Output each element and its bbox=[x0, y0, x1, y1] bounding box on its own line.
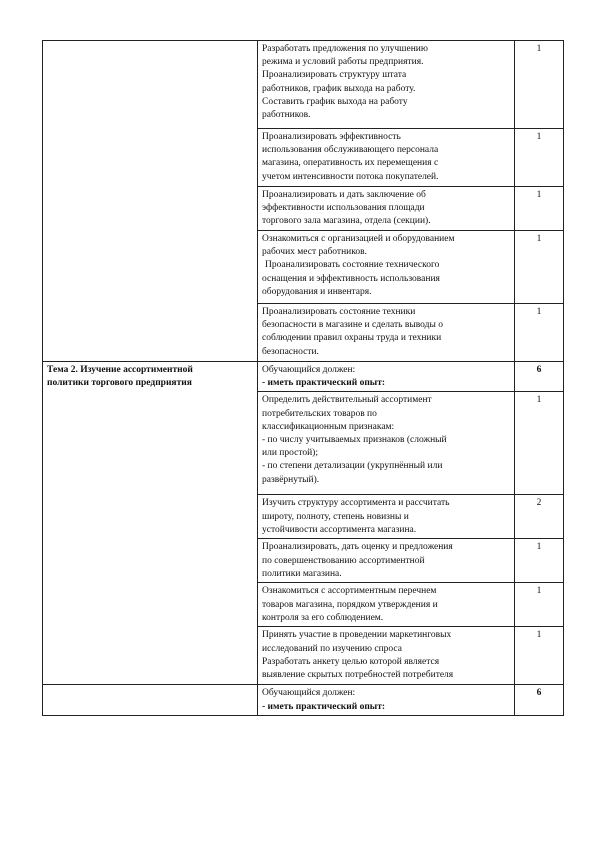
task-text-line: работников, график выхода на работу. bbox=[262, 83, 416, 94]
hours-cell: 1 bbox=[515, 392, 564, 495]
task-text-line: - иметь практический опыт: bbox=[262, 701, 386, 712]
task-text-line: Составить график выхода на работу bbox=[262, 96, 408, 107]
task-cell bbox=[258, 41, 515, 129]
task-text-line: Проанализировать и дать заключение об bbox=[262, 190, 426, 200]
task-text-line: Обучающийся должен: bbox=[262, 688, 356, 699]
task-text-line: по совершенствованию ассортиментной bbox=[262, 555, 425, 566]
task-text-line: исследований по изучению спроса bbox=[262, 643, 402, 654]
task-text-line: широту, полноту, степень новизны и bbox=[262, 511, 409, 522]
topic-cell bbox=[43, 362, 258, 685]
task-cell bbox=[258, 685, 515, 715]
table-row bbox=[43, 41, 564, 129]
task-text-line: оснащения и эффективность использования bbox=[262, 273, 440, 284]
task-text-line: или простой); bbox=[262, 448, 318, 459]
practice-plan-table-body bbox=[43, 41, 564, 716]
task-text-line: безопасности в магазине и сделать выводы о bbox=[262, 320, 443, 331]
task-text-line: Изучить структуру ассортимента и рассчитать bbox=[262, 498, 450, 509]
task-text-line: политики магазина. bbox=[262, 568, 342, 579]
task-text-line: Ознакомиться с ассортиментным перечнем bbox=[262, 586, 437, 597]
hours-cell: 2 bbox=[515, 495, 564, 539]
task-text-line: развёрнутый). bbox=[262, 474, 320, 485]
task-text-line: Обучающийся должен: bbox=[262, 365, 356, 375]
task-cell bbox=[258, 231, 515, 304]
task-cell bbox=[258, 304, 515, 362]
task-text-line: - по степени детализации (укрупнённый или bbox=[262, 461, 443, 472]
task-text-line: классификационным признакам: bbox=[262, 421, 395, 432]
hours-cell: 1 bbox=[515, 583, 564, 627]
task-cell bbox=[258, 187, 515, 231]
hours-cell: 1 bbox=[515, 231, 564, 304]
task-text-line: эффективности использования площади bbox=[262, 203, 425, 214]
task-text-line: Определить действительный ассортимент bbox=[262, 395, 432, 406]
task-cell bbox=[258, 583, 515, 627]
table-row bbox=[43, 685, 564, 715]
task-text-line: режима и условий работы предприятия. bbox=[262, 57, 424, 68]
task-text-line: - по числу учитываемых признаков (сложный bbox=[262, 435, 447, 446]
task-text-line: выявление скрытых потребностей потребителя bbox=[262, 670, 454, 681]
task-text-line: соблюдении правил охраны труда и техники bbox=[262, 333, 442, 344]
topic-cell bbox=[43, 41, 258, 362]
task-text-line: безопасности. bbox=[262, 346, 319, 357]
task-cell bbox=[258, 627, 515, 685]
task-text-line: использования обслуживающего персонала bbox=[262, 145, 439, 156]
task-text-line: контроля за его соблюдением. bbox=[262, 612, 384, 623]
task-text-line: Ознакомиться с организацией и оборудованием bbox=[262, 234, 455, 244]
task-text-line: потребительских товаров по bbox=[262, 408, 377, 419]
topic-title-line: политики торгового предприятия bbox=[47, 378, 192, 389]
practice-plan-table bbox=[42, 40, 564, 716]
task-text-line: Проанализировать эффективность bbox=[262, 132, 401, 142]
hours-cell: 1 bbox=[515, 41, 564, 129]
topic-cell bbox=[43, 685, 258, 715]
task-text-line: Разработать предложения по улучшению bbox=[262, 44, 428, 54]
task-text-line: торгового зала магазина, отдела (секции). bbox=[262, 216, 431, 227]
task-text-line: устойчивости ассортимента магазина. bbox=[262, 524, 417, 535]
hours-cell: 1 bbox=[515, 304, 564, 362]
task-cell bbox=[258, 539, 515, 583]
topic-title-line: Тема 2. Изучение ассортиментной bbox=[47, 365, 193, 375]
task-text-line: Проанализировать структуру штата bbox=[262, 70, 407, 81]
task-text-line: рабочих мест работников. bbox=[262, 247, 367, 258]
hours-cell: 1 bbox=[515, 187, 564, 231]
hours-cell: 6 bbox=[515, 685, 564, 715]
task-text-line: работников. bbox=[262, 110, 311, 121]
hours-cell: 6 bbox=[515, 362, 564, 392]
task-text-line: товаров магазина, порядком утверждения и bbox=[262, 599, 438, 610]
task-text-line: учетом интенсивности потока покупателей. bbox=[262, 171, 439, 182]
task-cell bbox=[258, 129, 515, 187]
task-cell bbox=[258, 362, 515, 392]
task-text-line: Проанализировать, дать оценку и предложения bbox=[262, 542, 453, 553]
task-text-line: Принять участие в проведении маркетинговых bbox=[262, 630, 452, 641]
hours-cell: 1 bbox=[515, 129, 564, 187]
task-text-line: Проанализировать состояние техники bbox=[262, 307, 416, 317]
hours-cell: 1 bbox=[515, 627, 564, 685]
task-cell bbox=[258, 392, 515, 495]
task-text-line: магазина, оперативность их перемещения с bbox=[262, 158, 439, 169]
task-text-line: оборудования и инвентаря. bbox=[262, 286, 372, 297]
task-text-line: Проанализировать состояние технического bbox=[265, 260, 440, 271]
task-text-line: Разработать анкету целью которой является bbox=[262, 656, 440, 667]
hours-cell: 1 bbox=[515, 539, 564, 583]
task-cell bbox=[258, 495, 515, 539]
task-text-line: - иметь практический опыт: bbox=[262, 378, 386, 389]
table-row bbox=[43, 362, 564, 392]
